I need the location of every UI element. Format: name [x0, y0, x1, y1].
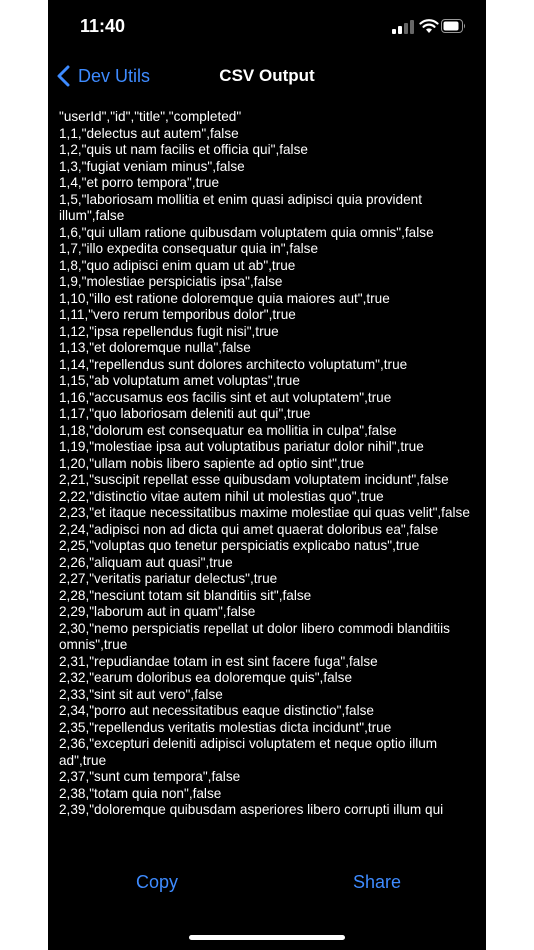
action-bar [48, 860, 486, 910]
battery-icon [441, 19, 466, 33]
home-indicator[interactable] [189, 935, 345, 940]
page-title: CSV Output [219, 66, 315, 85]
status-time: 11:40 [80, 16, 126, 36]
copy-button[interactable]: Copy [136, 872, 179, 892]
navigation-bar [48, 56, 486, 96]
share-button[interactable]: Share [353, 872, 402, 892]
status-bar [48, 0, 486, 54]
csv-output-view[interactable] [48, 99, 486, 841]
back-button-label: Dev Utils [78, 65, 151, 86]
wifi-icon [419, 18, 439, 34]
cellular-signal-icon [392, 20, 416, 34]
csv-text: "userId","id","title","completed" 1,1,"delectus aut autem",false 1,2,"quis ut nam facilis et officia qui",false 1,3,"fugiat veniam minus",false 1,4,"et porro tempora",true 1,5,"laboriosam mollitia et enim quasi adipisci quia provident illum",false 1,6,"qui ullam ratione quibusdam voluptatem quia omnis",false 1,7,"illo expedita consequatur quia in",false 1,8,"quo adipisci enim quam ut ab",true 1,9,"molestiae perspiciatis ipsa",false 1,10,"illo est ratione doloremque quia maiores aut",true 1,11,"vero rerum temporibus dolor",true 1,12,"ipsa repellendus fugit nisi",true 1,13,"et doloremque nulla",false 1,14,"repellendus sunt dolores architecto voluptatum",true 1,15,"ab voluptatum amet voluptas",true 1,16,"accusamus eos facilis sint et aut voluptatem",true 1,17,"quo laboriosam deleniti aut qui",true 1,18,"dolorum est consequatur ea mollitia in culpa",false 1,19,"molestiae ipsa aut voluptatibus pariatur dolor nihil",true 1,20,"ullam nobis libero sapiente ad optio sint",true 2,21,"suscipit repellat esse quibusdam voluptatem incidunt",false 2,22,"distinctio vitae autem nihil ut molestias quo",true 2,23,"et itaque necessitatibus maxime molestiae qui quas velit",false 2,24,"adipisci non ad dicta qui amet quaerat doloribus ea",false 2,25,"voluptas quo tenetur perspiciatis explicabo natus",true 2,26,"aliquam aut quasi",true 2,27,"veritatis pariatur delectus",true 2,28,"nesciunt totam sit blanditiis sit",false 2,29,"laborum aut in quam",false 2,30,"nemo perspiciatis repellat ut dolor libero commodi blanditiis omnis",true 2,31,"repudiandae totam in est sint facere fuga",false 2,32,"earum doloribus ea doloremque quis",false 2,33,"sint sit aut vero",false 2,34,"porro aut necessitatibus eaque distinctio",false 2,35,"repellendus veritatis molestias dicta incidunt",true 2,36,"excepturi deleniti adipisci voluptatem et neque optio illum ad",true 2,37,"sunt cum tempora",false 2,38,"totam quia non",false 2,39,"doloremque quibusdam asperiores libero corrupti illum qui [59, 109, 470, 817]
phone-screen [48, 0, 486, 950]
